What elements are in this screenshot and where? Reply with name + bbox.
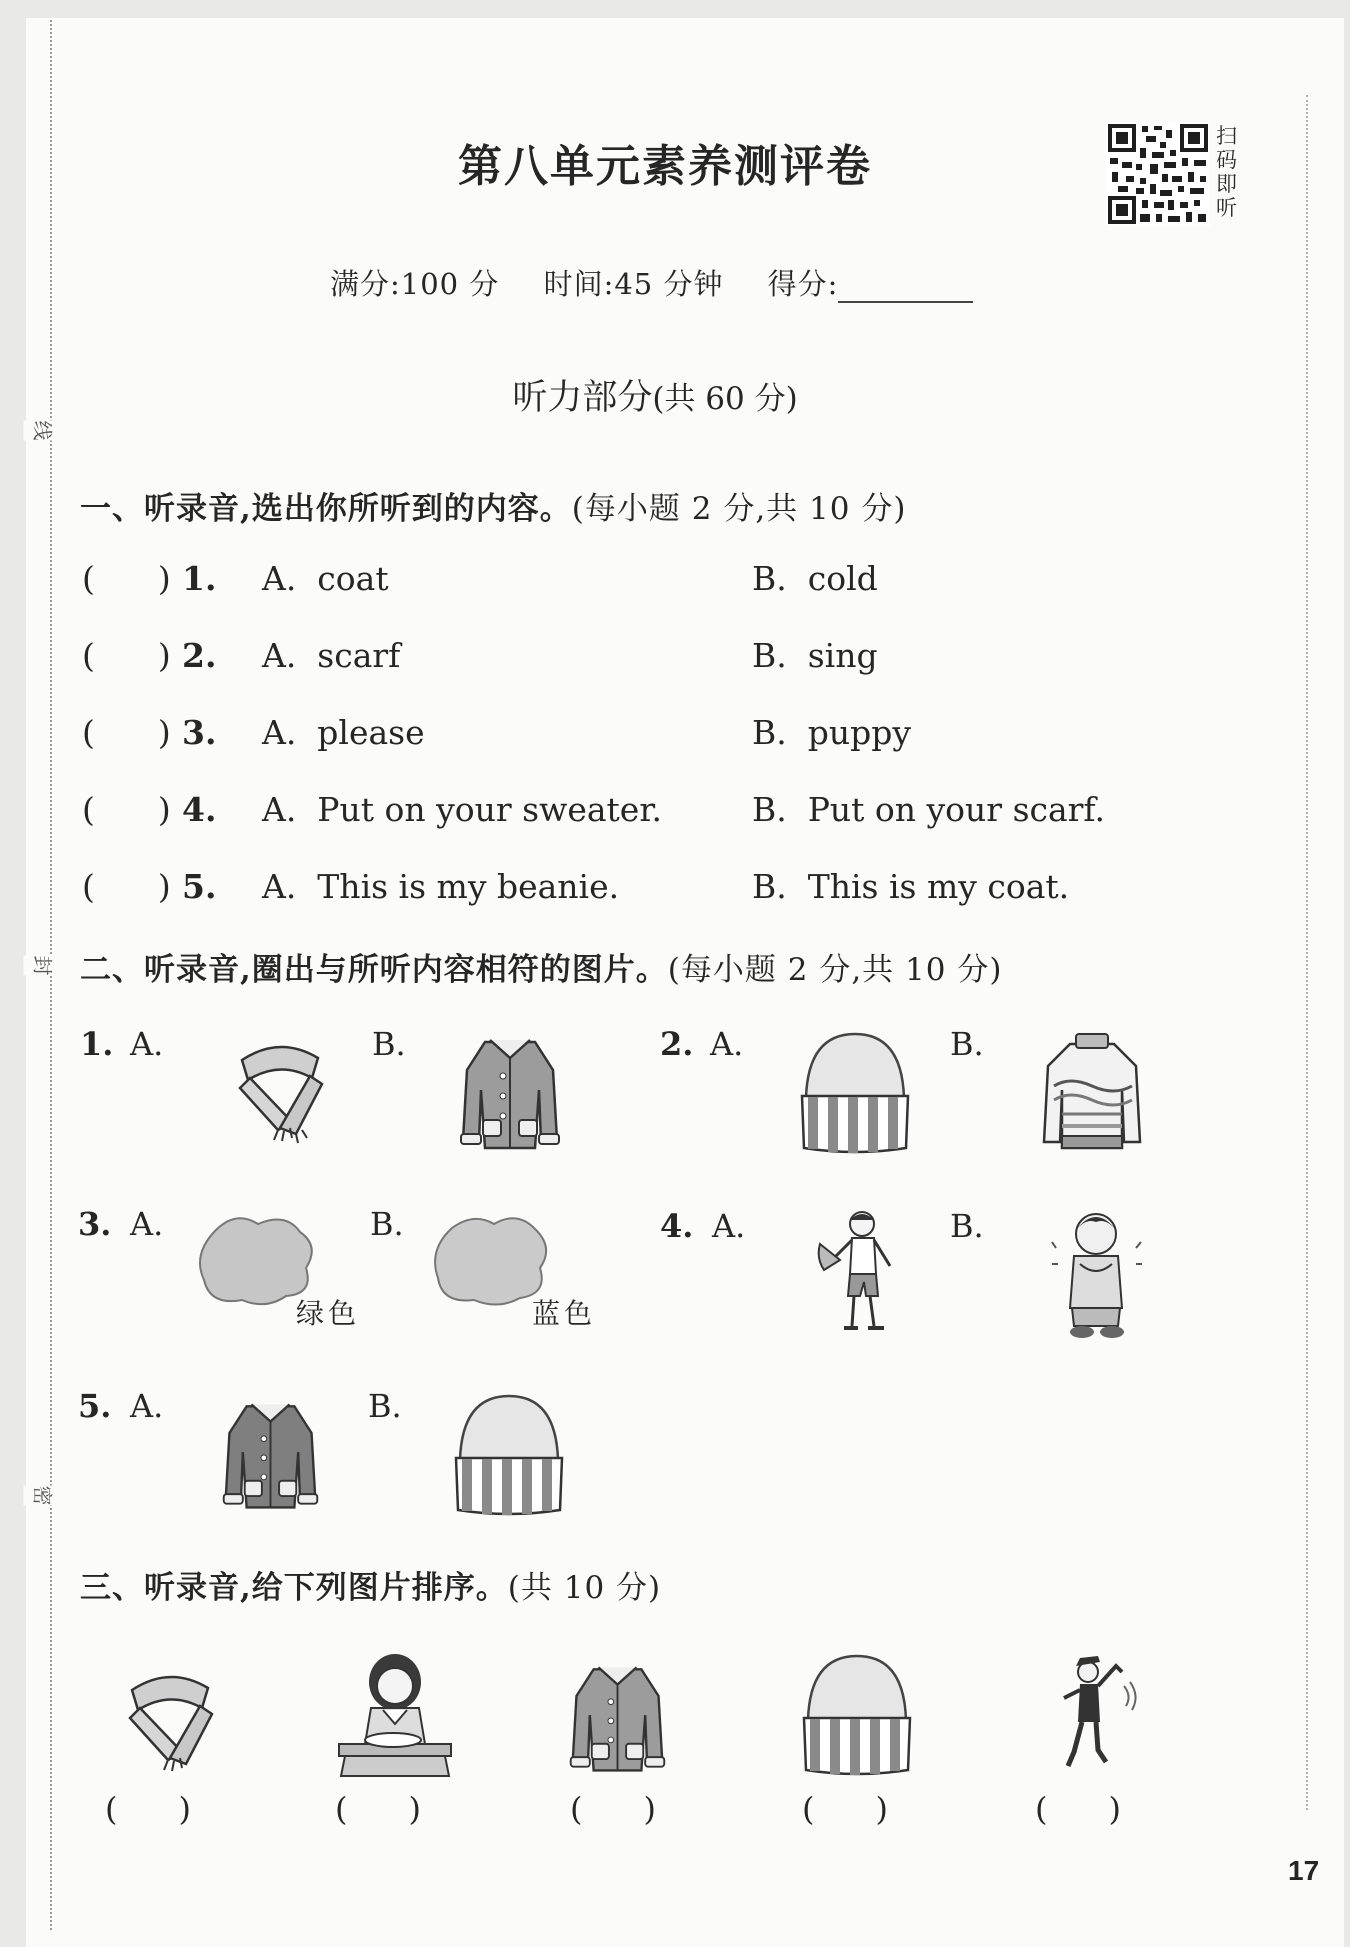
option-a-label: A. (710, 1025, 744, 1063)
section1-points: (每小题 2 分,共 10 分) (571, 491, 907, 527)
item-number: 1. (80, 1025, 114, 1063)
option-b: B. Put on your scarf. (752, 790, 1105, 829)
section2-points: (每小题 2 分,共 10 分) (667, 952, 1003, 988)
section3-title: 三、听录音,给下列图片排序。 (80, 1570, 508, 1606)
order-blank[interactable]: ( ) (1035, 1790, 1121, 1828)
option-a: A. This is my beanie. (262, 867, 620, 906)
option-a-label: A. (712, 1207, 746, 1245)
color-label-green: 绿色 (296, 1297, 361, 1330)
binding-char-line: 线 (24, 421, 65, 441)
hot-boy-icon[interactable] (818, 1208, 903, 1340)
qr-caption: 扫码即听 (1216, 124, 1237, 220)
option-a: A. coat (262, 559, 389, 598)
scarf-icon[interactable] (230, 1030, 330, 1145)
full-score: 满分:100 分 (330, 267, 500, 301)
option-a-label: A. (130, 1205, 164, 1243)
option-b-label: B. (950, 1207, 984, 1245)
question-number: 5. (182, 867, 217, 906)
order-blank[interactable]: ( ) (802, 1790, 888, 1828)
option-b-label: B. (370, 1205, 404, 1243)
time-limit: 时间:45 分钟 (543, 267, 724, 301)
part-title: 听力部分 (512, 378, 653, 418)
part-points: (共 60 分) (652, 381, 798, 417)
score-label: 得分: (767, 267, 839, 301)
exam-meta (330, 262, 1007, 303)
sweater-icon[interactable] (1040, 1030, 1145, 1155)
answer-blank[interactable]: ( ) (82, 713, 171, 752)
answer-blank[interactable]: ( ) (82, 636, 171, 675)
section3-points: (共 10 分) (507, 1570, 662, 1606)
section2-heading (80, 944, 1002, 989)
option-b: B. sing (752, 636, 878, 675)
score-blank-field[interactable] (838, 277, 973, 303)
option-b-label: B. (372, 1025, 406, 1063)
order-blank[interactable]: ( ) (335, 1790, 421, 1828)
item-number: 5. (78, 1387, 112, 1425)
answer-blank[interactable]: ( ) (82, 559, 171, 598)
question-row (82, 636, 1282, 680)
item-number: 4. (660, 1207, 694, 1245)
option-b: B. cold (752, 559, 878, 598)
question-number: 3. (182, 713, 217, 752)
question-number: 2. (182, 636, 217, 675)
answer-blank[interactable]: ( ) (82, 867, 171, 906)
beanie-icon[interactable] (800, 1652, 915, 1777)
page-title: 第八单元素养测评卷 (458, 141, 872, 192)
question-row (82, 713, 1282, 757)
section1-heading (80, 483, 906, 528)
part-heading (0, 370, 1310, 420)
coat-icon[interactable] (455, 1030, 565, 1155)
beanie-icon[interactable] (452, 1392, 567, 1517)
girl-eating-icon[interactable] (335, 1648, 455, 1778)
section2-title: 二、听录音,圈出与所听内容相符的图片。 (80, 952, 668, 988)
question-number: 4. (182, 790, 217, 829)
qr-code-icon[interactable] (1106, 122, 1210, 226)
right-margin-line (1306, 95, 1308, 1810)
section1-title: 一、听录音,选出你所听到的内容。 (80, 491, 572, 527)
item-number: 2. (660, 1025, 694, 1063)
option-b: B. This is my coat. (752, 867, 1070, 906)
binding-char-secret: 密 (24, 1486, 65, 1506)
option-a-label: A. (130, 1025, 164, 1063)
coat-icon[interactable] (565, 1655, 670, 1780)
section3-heading (80, 1562, 661, 1607)
question-row (82, 559, 1282, 603)
dancing-boy-icon[interactable] (1050, 1652, 1140, 1777)
cold-boy-icon[interactable] (1050, 1208, 1145, 1340)
option-a: A. Put on your sweater. (262, 790, 662, 829)
item-number: 3. (78, 1205, 112, 1243)
scarf-icon[interactable] (120, 1660, 220, 1775)
order-blank[interactable]: ( ) (570, 1790, 656, 1828)
option-b: B. puppy (752, 713, 911, 752)
order-blank[interactable]: ( ) (105, 1790, 191, 1828)
option-b-label: B. (950, 1025, 984, 1063)
coat-icon[interactable] (218, 1392, 323, 1517)
question-row (82, 790, 1282, 834)
answer-blank[interactable]: ( ) (82, 790, 171, 829)
option-a-label: A. (130, 1387, 164, 1425)
beanie-icon[interactable] (798, 1030, 913, 1155)
question-row (82, 867, 1282, 911)
color-label-blue: 蓝色 (532, 1297, 597, 1330)
option-a: A. scarf (262, 636, 401, 675)
binding-char-seal: 封 (24, 956, 65, 976)
option-a: A. please (262, 713, 425, 752)
question-number: 1. (182, 559, 217, 598)
page-number: 17 (1288, 1855, 1320, 1886)
option-b-label: B. (368, 1387, 402, 1425)
